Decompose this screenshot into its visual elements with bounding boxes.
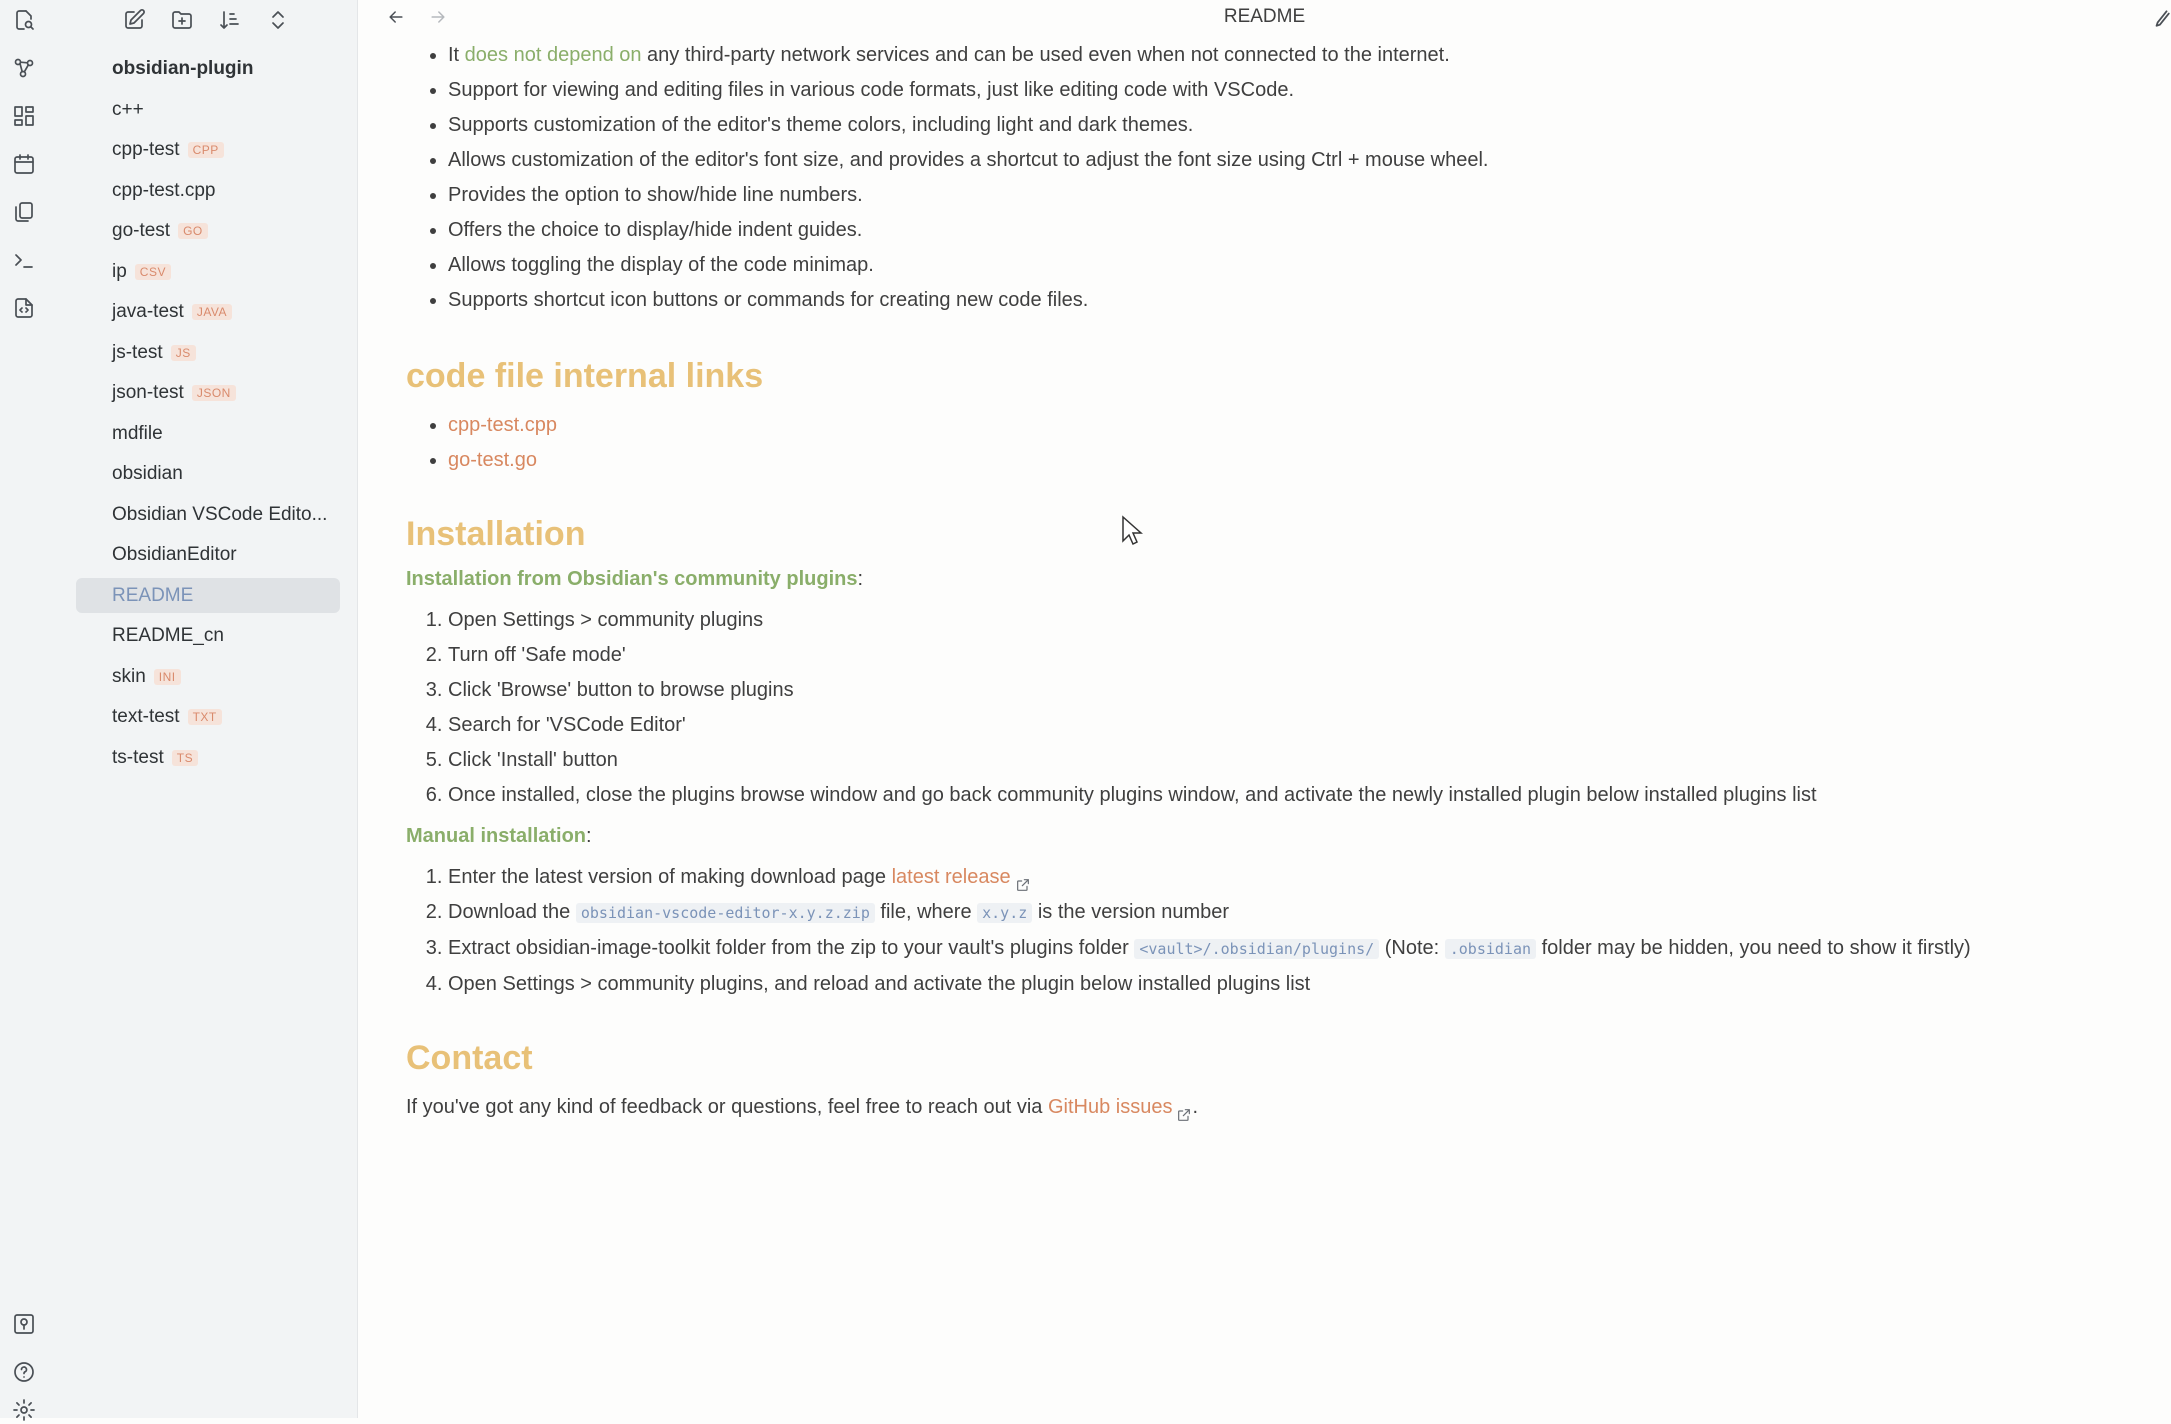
file-list [76,92,340,781]
file-item[interactable] [76,335,340,370]
file-name: mdfile [112,422,163,444]
open-quick-switcher-icon[interactable] [10,6,38,34]
step-text: file, where [874,901,978,923]
file-extension-badge: TS [172,750,198,766]
file-item[interactable] [76,578,340,613]
list-item [448,931,2146,967]
file-item[interactable] [76,740,340,775]
file-extension-badge: CPP [188,142,224,158]
mouse-pointer-icon [1121,515,1143,547]
feature-text: Provides the option to show/hide line numbers. [448,184,863,206]
left-ribbon [0,0,49,1418]
feature-item [448,73,2146,108]
feature-text: Supports shortcut icon buttons or commands for creating new code files. [448,289,1089,311]
highlighted-text: does not depend on [464,44,642,66]
daily-notes-icon[interactable] [10,150,38,178]
file-name: README_cn [112,625,224,646]
file-item[interactable] [76,92,340,127]
file-name: ip [112,260,127,282]
new-note-icon[interactable] [120,6,148,34]
list-item: 2. Turn off 'Safe mode' [448,638,2146,673]
step-text: Enter the latest version of making download page [448,866,892,888]
file-extension-badge: CSV [135,264,171,280]
file-name: ts-test [112,746,164,768]
list-item: 3. Click 'Browse' button to browse plugins [448,673,2146,708]
contact-text: If you've got any kind of feedback or questions, feel free to reach out via [406,1096,1048,1118]
sort-icon[interactable] [216,6,244,34]
view-header [358,0,2171,34]
file-name: README [112,584,194,606]
heading-contact: Contact [406,1039,533,1077]
community-install-paragraph [406,562,2146,597]
templates-icon[interactable] [10,198,38,226]
feature-item [448,178,2146,213]
feature-text: Supports customization of the editor's theme colors, including light and dark themes. [448,114,1194,136]
file-name: skin [112,665,146,687]
file-extension-badge: JSON [192,385,236,401]
feature-item [448,143,2146,178]
vault-switcher-icon[interactable] [10,1310,38,1338]
colon: : [586,825,592,847]
colon: : [857,568,864,590]
file-name: text-test [112,706,180,727]
internal-links-list [406,408,2146,478]
command-palette-icon[interactable] [10,246,38,274]
canvas-icon[interactable] [10,102,38,130]
file-item[interactable] [76,214,340,249]
step-text: Download the [448,901,576,923]
feature-text: Allows customization of the editor's font size, and provides a shortcut to adjust the font size using Ctrl + mouse wheel. [448,149,1489,171]
file-item[interactable] [76,457,340,492]
list-item [448,443,2146,478]
manual-install-label: Manual installation [406,825,587,847]
feature-list [406,38,2146,318]
file-item[interactable] [76,659,340,694]
internal-link-cpp-test[interactable]: cpp-test.cpp [448,414,557,436]
explorer-toolbar [120,6,292,34]
github-issues-link[interactable]: GitHub issues [1047,1096,1173,1118]
list-item [448,860,2146,895]
manual-install-steps [406,860,2146,1002]
file-name: obsidian [112,463,183,484]
file-name: go-test [112,220,171,241]
list-item: 4. Search for 'VSCode Editor' [448,708,2146,743]
internal-link-go-test[interactable]: go-test.go [448,449,537,471]
feature-item [448,248,2146,283]
inline-code: <vault>/.obsidian/plugins/ [1134,939,1379,959]
step-text: (Note: [1379,937,1445,959]
file-extension-badge: GO [178,223,208,239]
file-item[interactable] [76,700,340,735]
help-icon[interactable] [10,1358,38,1386]
file-name: ObsidianEditor [112,544,237,565]
file-name: json-test [112,382,184,403]
file-item[interactable] [76,376,340,411]
step-text: folder may be hidden, you need to show it firstly) [1536,937,1971,959]
feature-item [448,38,2146,73]
list-item: 5. Click 'Install' button [448,743,2146,778]
vault-name[interactable]: obsidian-plugin [112,58,254,79]
file-extension-badge: INI [154,669,181,685]
manual-install-paragraph [406,819,2146,854]
contact-paragraph [406,1090,2146,1125]
feature-item [448,108,2146,143]
external-link-icon [1176,1100,1192,1116]
heading-code-file-internal-links: code file internal links [406,357,764,395]
file-name: Obsidian VSCode Edito... [112,503,328,525]
file-name: cpp-test.cpp [112,179,216,201]
file-item[interactable] [76,619,340,654]
new-folder-icon[interactable] [168,6,196,34]
collapse-icon[interactable] [264,6,292,34]
feature-text: any third-party network services and can be used even when not connected to the internet. [641,44,1450,66]
list-item [448,895,2146,931]
view-title: README [1223,6,1306,27]
inline-code: .obsidian [1445,939,1536,959]
file-name: cpp-test [112,139,180,160]
list-item: 4. Open Settings > community plugins, and reload and activate the plugin below installed plugins list [448,967,2146,1002]
file-extension-badge: TXT [188,709,222,725]
feature-item [448,213,2146,248]
feature-text: Support for viewing and editing files in various code formats, just like editing code with VSCode. [448,79,1295,101]
file-item[interactable] [76,133,340,168]
feature-text: Offers the choice to display/hide indent guides. [448,219,863,241]
step-text: Extract obsidian-image-toolkit folder from the zip to your vault's plugins folder [448,937,1135,959]
file-item[interactable] [76,173,340,208]
step-text: is the version number [1032,901,1230,923]
markdown-preview [406,38,2146,1125]
heading-installation: Installation [406,515,586,553]
list-item: 1. Open Settings > community plugins [448,603,2146,638]
editor-pane [358,0,2171,1418]
community-install-label: Installation from Obsidian's community plugins [406,568,858,590]
file-item[interactable] [76,295,340,330]
file-item[interactable] [76,254,340,289]
feature-text: Allows toggling the display of the code minimap. [448,254,874,276]
list-item: 6. Once installed, close the plugins browse window and go back community plugins window, and activate the newly installed plugin below installed plugins list [448,778,2146,813]
contact-period: . [1192,1096,1199,1118]
feature-text: It [448,44,465,66]
file-name: java-test [112,301,184,322]
inline-code: x.y.z [977,903,1032,923]
file-item[interactable] [76,497,340,532]
inline-code: obsidian-vscode-editor-x.y.z.zip [576,903,875,923]
file-item[interactable] [76,416,340,451]
file-extension-badge: JAVA [192,304,232,320]
code-file-icon[interactable] [10,294,38,322]
file-name: c++ [112,98,144,120]
settings-icon[interactable] [10,1396,38,1424]
file-explorer [48,0,358,1418]
graph-view-icon[interactable] [10,54,38,82]
latest-release-link[interactable]: latest release [891,866,1011,888]
file-extension-badge: JS [171,345,196,361]
list-item [448,408,2146,443]
feature-item [448,283,2146,318]
community-install-steps [406,603,2146,813]
file-item[interactable] [76,538,340,573]
edit-mode-icon[interactable] [2151,8,2171,28]
file-name: js-test [112,341,163,363]
external-link-icon [1015,870,1031,886]
